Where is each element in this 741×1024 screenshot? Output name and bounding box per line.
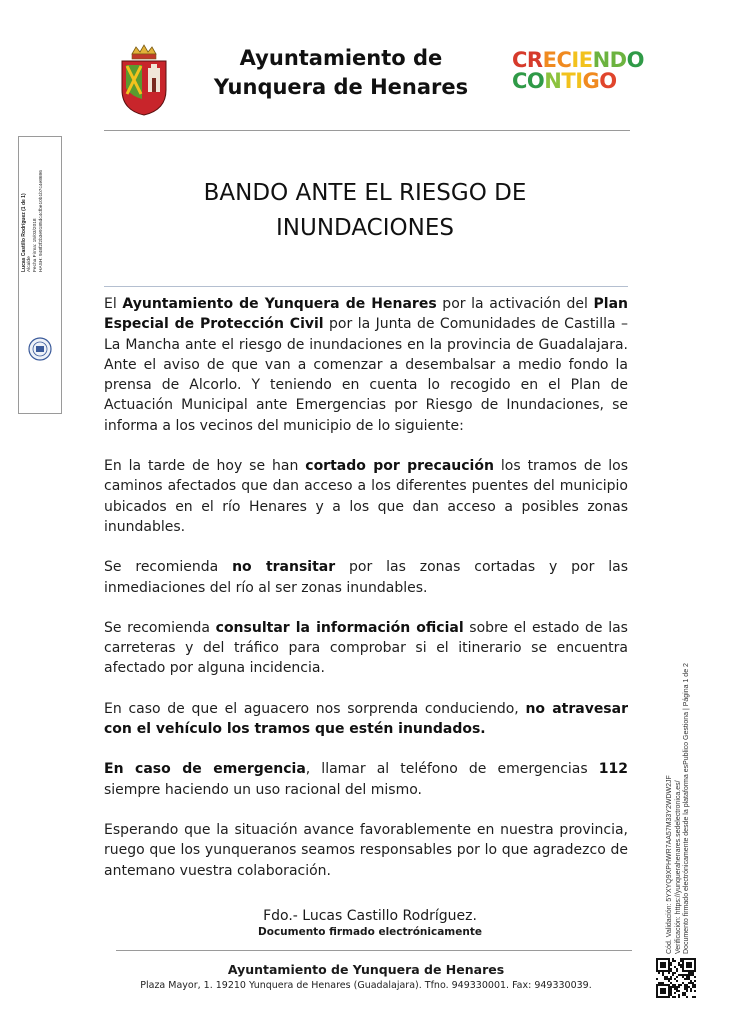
text-run: En la tarde de hoy se han [104,458,306,475]
text-run: sobre el estado de las carreteras y del tráfico para comprobar si el itinerario se encuentra afectado por alguna incidencia. [104,619,628,677]
paragraph-closing [104,820,628,881]
signature-details [21,4,61,272]
organization-title [196,44,486,102]
footer-divider [116,950,632,951]
title-divider [104,286,628,287]
signature-line: Fdo.- Lucas Castillo Rodríguez. [263,908,477,924]
paragraph-roads-closed [104,456,628,537]
title-line1: BANDO ANTE EL RIESGO DE [203,180,527,206]
text-run: los tramos de los caminos afectados que dan acceso a los diferentes puentes del municipio ubicados en el río Henares y a los que dan acceso a posibles zonas inundables. [104,458,629,535]
bold-run: En caso de emergencia [104,761,306,778]
text-run: Esperando que la situación avance favorablemente en nuestra provincia, ruego que los yunqueranos seamos responsables por lo que agradezco de antemano vuestra colaboración. [104,821,628,879]
document-title [150,176,580,246]
campaign-letter: O [526,69,545,93]
bold-run: Ayuntamiento de Yunquera de Henares [122,296,437,312]
text-run: siempre haciendo un uso racional del mismo. [104,781,422,798]
coat-of-arms-icon [118,44,170,116]
campaign-letter: O [599,69,617,93]
campaign-letter: E [542,48,557,72]
signature-hash: HASH: 948f2f2b3e9185dc4cfbe10b1b7c4e8696 [39,170,44,272]
campaign-line1 [512,50,682,71]
signer-name: Lucas Castillo Rodríguez (1 de 1) [21,193,27,272]
campaign-line2 [512,71,682,92]
campaign-letter: N [592,48,610,72]
bold-run: no atravesar con el vehículo los tramos que estén inundados. [104,700,628,738]
digital-signature-box [18,136,62,414]
footer-organization: Ayuntamiento de Yunquera de Henares [227,962,505,977]
campaign-letter: E [578,48,593,72]
text-run: por la Junta de Comunidades de Castilla – La Mancha ante el riesgo de inundaciones en la provincia de Guadalajara. Ante el aviso de que van a comenzar a desembalsar a medio fondo la prensa de Alcorlo. Y teniendo en cuenta lo recogido en el Plan de Actuación Municipal ante Emergencias por Riesgo de Inundaciones, se informa a los vecinos del municipio de lo siguiente: [104,316,628,434]
title-line2: INUNDACIONES [276,215,454,241]
paragraph-no-transit [104,557,628,598]
campaign-letter: G [582,69,600,93]
signature-date: Fecha Firma: 15/03/2018 [33,218,38,272]
campaign-letter: I [571,48,579,72]
campaign-letter: R [526,48,543,72]
paragraph-emergency [104,759,628,800]
seal-icon [28,337,52,361]
campaign-letter: C [512,69,527,93]
campaign-letter: C [556,48,572,72]
paragraph-official-info [104,618,628,679]
text-run: , llamar al teléfono de emergencias [305,761,599,778]
text-run: Se recomienda [104,619,216,636]
org-title-line1: Ayuntamiento de [239,46,443,70]
creciendo-contigo-logo [512,50,682,92]
bold-run: no transitar [232,559,336,576]
validation-platform: Documento firmado electrónicamente desde la plataforma esPublico Gestiona | Página 1 de 2 [683,663,691,954]
document-body [104,294,628,901]
campaign-letter: O [626,48,644,72]
validation-url[interactable]: Verificación: https://yunquerahenares.sedelectronica.es/ [674,780,682,954]
signature-note: Documento firmado electrónicamente [258,926,482,938]
bold-run: 112 [598,761,628,778]
bold-run: Plan Especial de Protección Civil [104,296,628,333]
bold-run: consultar la información oficial [215,619,464,636]
validation-info [666,634,706,954]
org-title-line2: Yunquera de Henares [213,75,469,99]
campaign-letter: T [561,69,576,93]
campaign-letter: I [575,69,583,93]
text-run: por la activación del [436,296,594,312]
validation-code: Cód. Validación: 5YXYQ9XPHWR7AA57M33Y2WDW2JF [666,775,673,954]
qr-code-icon[interactable] [656,958,696,998]
signer-role: Alcalde [27,256,32,272]
text-run: En caso de que el aguacero nos sorprenda conduciendo, [104,700,526,717]
campaign-letter: N [544,69,562,93]
footer-address: Plaza Mayor, 1. 19210 Yunquera de Henares (Guadalajara). Tfno. 949330001. Fax: 949330039. [140,980,592,991]
campaign-letter: C [512,48,527,72]
paragraph-driving [104,699,628,740]
paragraph-intro [104,294,628,436]
text-run: por las zonas cortadas y por las inmediaciones del río al ser zonas inundables. [104,559,628,596]
header-divider [104,130,630,131]
campaign-letter: D [609,48,627,72]
text-run: El [104,296,123,312]
text-run: Se recomienda [104,559,233,576]
bold-run: cortado por precaución [305,458,494,475]
